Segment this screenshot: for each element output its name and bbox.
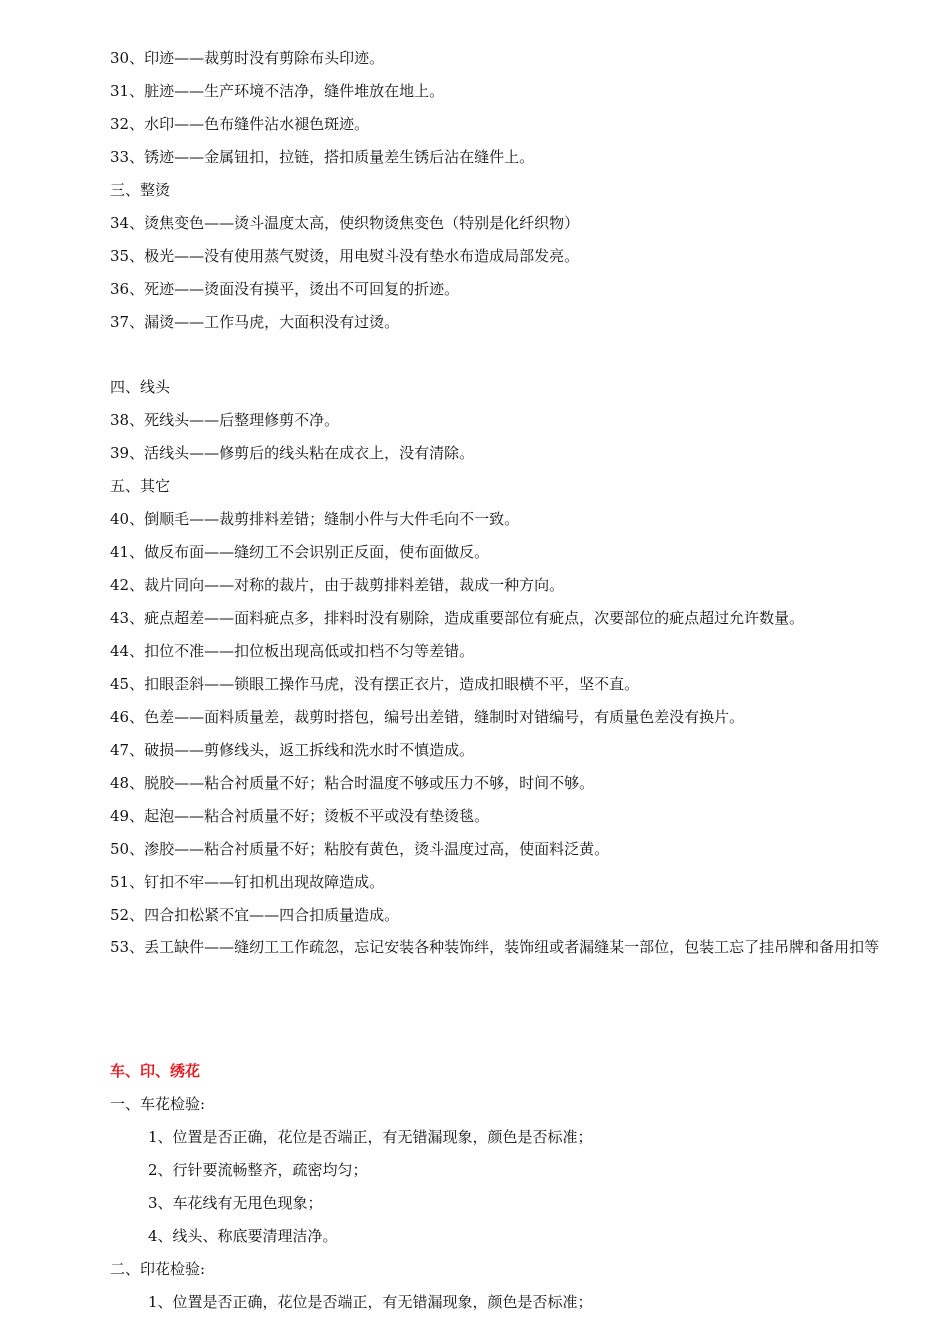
defect-item-49: 49、起泡——粘合衬质量不好；烫板不平或没有垫烫毯。 xyxy=(110,807,490,825)
defect-item-35: 35、极光——没有使用蒸气熨烫，用电熨斗没有垫水布造成局部发亮。 xyxy=(110,247,580,265)
print-check-heading: 二、印花检验: xyxy=(110,1260,206,1278)
section-heading-other: 五、其它 xyxy=(110,477,171,495)
embroidery-check-item: 2、行针要流畅整齐，疏密均匀； xyxy=(148,1161,368,1179)
embroidery-section-title: 车、印、绣花 xyxy=(110,1062,201,1080)
defect-item-37: 37、漏烫——工作马虎，大面积没有过烫。 xyxy=(110,313,400,331)
embroidery-check-item: 3、车花线有无甩色现象； xyxy=(148,1194,323,1212)
defect-item-52: 52、四合扣松紧不宜——四合扣质量造成。 xyxy=(110,906,400,924)
defect-item-42: 42、裁片同向——对称的裁片，由于裁剪排料差错，裁成一种方向。 xyxy=(110,576,565,594)
defect-item-44: 44、扣位不准——扣位板出现高低或扣档不匀等差错。 xyxy=(110,642,475,660)
defect-item-34: 34、烫焦变色——烫斗温度太高，使织物烫焦变色（特别是化纤织物） xyxy=(110,214,580,232)
defect-item-53: 53、丢工缺件——缝纫工工作疏忽，忘记安装各种装饰绊，装饰纽或者漏缝某一部位，包装工忘了挂吊牌和备用扣等 xyxy=(110,938,880,956)
defect-item-47: 47、破损——剪修线头，返工拆线和洗水时不慎造成。 xyxy=(110,741,475,759)
embroidery-check-item: 4、线头、称底要清理洁净。 xyxy=(148,1227,338,1245)
defect-item-40: 40、倒顺毛——裁剪排料差错；缝制小件与大件毛向不一致。 xyxy=(110,510,520,528)
defect-item-43: 43、疵点超差——面料疵点多，排料时没有剔除，造成重要部位有疵点，次要部位的疵点超过允许数量。 xyxy=(110,609,805,627)
defect-item-30: 30、印迹——裁剪时没有剪除布头印迹。 xyxy=(110,49,385,67)
section-heading-ironing: 三、整烫 xyxy=(110,181,171,199)
defect-item-36: 36、死迹——烫面没有摸平，烫出不可回复的折迹。 xyxy=(110,280,460,298)
defect-item-32: 32、水印——色布缝件沾水褪色斑迹。 xyxy=(110,115,370,133)
defect-item-46: 46、色差——面料质量差，裁剪时搭包，编号出差错，缝制时对错编号，有质量色差没有换片。 xyxy=(110,708,745,726)
defect-item-51: 51、钉扣不牢——钉扣机出现故障造成。 xyxy=(110,873,385,891)
defect-item-39: 39、活线头——修剪后的线头粘在成衣上，没有清除。 xyxy=(110,444,475,462)
embroidery-check-heading: 一、车花检验: xyxy=(110,1095,206,1113)
defect-item-38: 38、死线头——后整理修剪不净。 xyxy=(110,411,340,429)
defect-item-33: 33、锈迹——金属钮扣，拉链，搭扣质量差生锈后沾在缝件上。 xyxy=(110,148,535,166)
defect-item-45: 45、扣眼歪斜——锁眼工操作马虎，没有摆正衣片，造成扣眼横不平，坚不直。 xyxy=(110,675,640,693)
defect-item-48: 48、脱胶——粘合衬质量不好；粘合时温度不够或压力不够，时间不够。 xyxy=(110,774,595,792)
defect-item-31: 31、脏迹——生产环境不洁净，缝件堆放在地上。 xyxy=(110,82,445,100)
defect-item-41: 41、做反布面——缝纫工不会识别正反面，使布面做反。 xyxy=(110,543,490,561)
defect-item-50: 50、渗胶——粘合衬质量不好；粘胶有黄色，烫斗温度过高，使面料泛黄。 xyxy=(110,840,610,858)
print-check-item: 1、位置是否正确，花位是否端正，有无错漏现象，颜色是否标准； xyxy=(148,1293,593,1311)
embroidery-check-item: 1、位置是否正确，花位是否端正，有无错漏现象，颜色是否标准； xyxy=(148,1128,593,1146)
section-heading-threads: 四、线头 xyxy=(110,378,171,396)
